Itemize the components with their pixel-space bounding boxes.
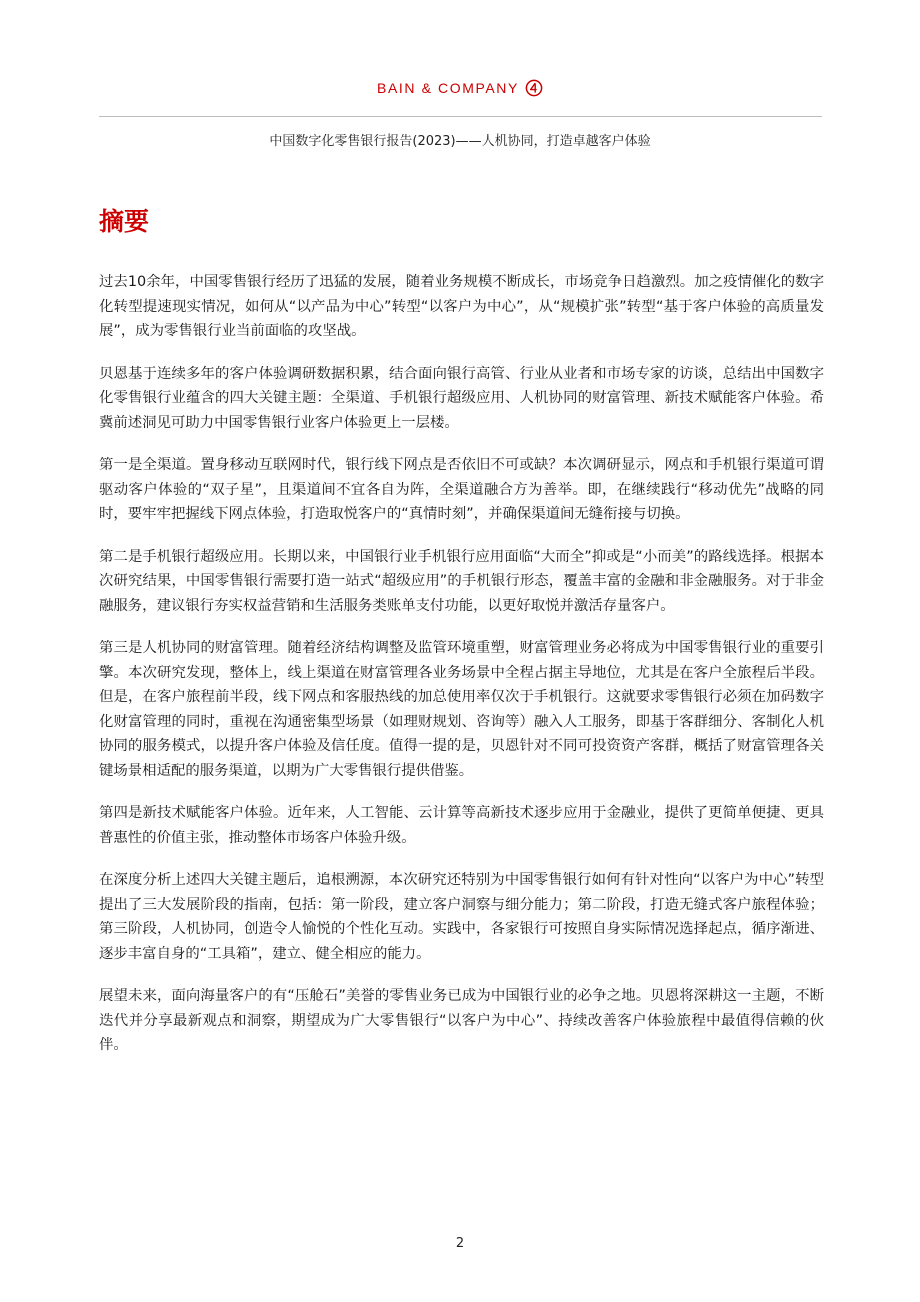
paragraph: 展望未来，面向海量客户的有“压舱石”美誉的零售业务已成为中国银行业的必争之地。贝恩将深耕这一主题，不断迭代并分享最新观点和洞察，期望成为广大零售银行“以客户为中心”、持续改善客户体验旅程中最值得信赖的伙伴。 (99, 988, 824, 1053)
brand-name: BAIN & COMPANY (377, 80, 519, 96)
section-title: 摘要 (99, 207, 150, 236)
paragraph: 在深度分析上述四大关键主题后，追根溯源，本次研究还特别为中国零售银行如何有针对性向“以客户为中心”转型提出了三大发展阶段的指南，包括：第一阶段，建立客户洞察与细分能力；第二阶段，打造无缝式客户旅程体验；第三阶段，人机协同，创造令人愉悦的个性化互动。实践中，各家银行可按照自身实际情况选择起点，循序渐进、逐步丰富自身的“工具箱”，建立、健全相应的能力。 (99, 872, 824, 962)
paragraph: 第四是新技术赋能客户体验。近年来，人工智能、云计算等高新技术逐步应用于金融业，提供了更简单便捷、更具普惠性的价值主张，推动整体市场客户体验升级。 (99, 805, 824, 846)
report-title: 中国数字化零售银行报告(2023)——人机协同，打造卓越客户体验 (269, 134, 651, 149)
header-divider (99, 116, 822, 117)
brand-lockup (377, 79, 543, 97)
paragraph: 第三是人机协同的财富管理。随着经济结构调整及监管环境重塑，财富管理业务必将成为中国零售银行业的重要引擎。本次研究发现，整体上，线上渠道在财富管理各业务场景中全程占据主导地位，尤其是在客户全旅程后半段。但是，在客户旅程前半段，线下网点和客服热线的加总使用率仅次于手机银行。这就要求零售银行必须在加码数字化财富管理的同时，重视在沟通密集型场景（如理财规划、咨询等）融入人工服务，即基于客群细分、客制化人机协同的服务模式，以提升客户体验及信任度。值得一提的是，贝恩针对不同可投资资产客群，概括了财富管理各关键场景相适配的服务渠道，以期为广大零售银行提供借鉴。 (99, 640, 824, 779)
paragraph: 过去10余年，中国零售银行经历了迅猛的发展，随着业务规模不断成长，市场竞争日趋激烈。加之疫情催化的数字化转型提速现实情况，如何从“以产品为中心”转型“以客户为中心”，从“规模扩张”转型“基于客户体验的高质量发展”，成为零售银行业当前面临的攻坚战。 (99, 274, 824, 339)
paragraph: 贝恩基于连续多年的客户体验调研数据积累，结合面向银行高管、行业从业者和市场专家的访谈，总结出中国数字化零售银行业蕴含的四大关键主题：全渠道、手机银行超级应用、人机协同的财富管理、新技术赋能客户体验。希冀前述洞见可助力中国零售银行业客户体验更上一层楼。 (99, 365, 824, 431)
paragraph: 第二是手机银行超级应用。长期以来，中国银行业手机银行应用面临“大而全”抑或是“小而美”的路线选择。根据本次研究结果，中国零售银行需要打造一站式“超级应用”的手机银行形态，覆盖丰富的金融和非金融服务。对于非金融服务，建议银行夯实权益营销和生活服务类账单支付功能，以更好取悦并激活存量客户。 (99, 548, 824, 614)
bain-logo-icon (525, 79, 543, 97)
page-number: 2 (455, 1236, 465, 1251)
header-brand (0, 78, 920, 100)
body-text (99, 270, 824, 1076)
paragraph: 第一是全渠道。置身移动互联网时代，银行线下网点是否依旧不可或缺？本次调研显示，网点和手机银行渠道可谓驱动客户体验的“双子星”，且渠道间不宜各自为阵，全渠道融合方为善举。即，在继续践行“移动优先”战略的同时，要牢牢把握线下网点体验，打造取悦客户的“真情时刻”，并确保渠道间无缝衔接与切换。 (99, 457, 824, 522)
